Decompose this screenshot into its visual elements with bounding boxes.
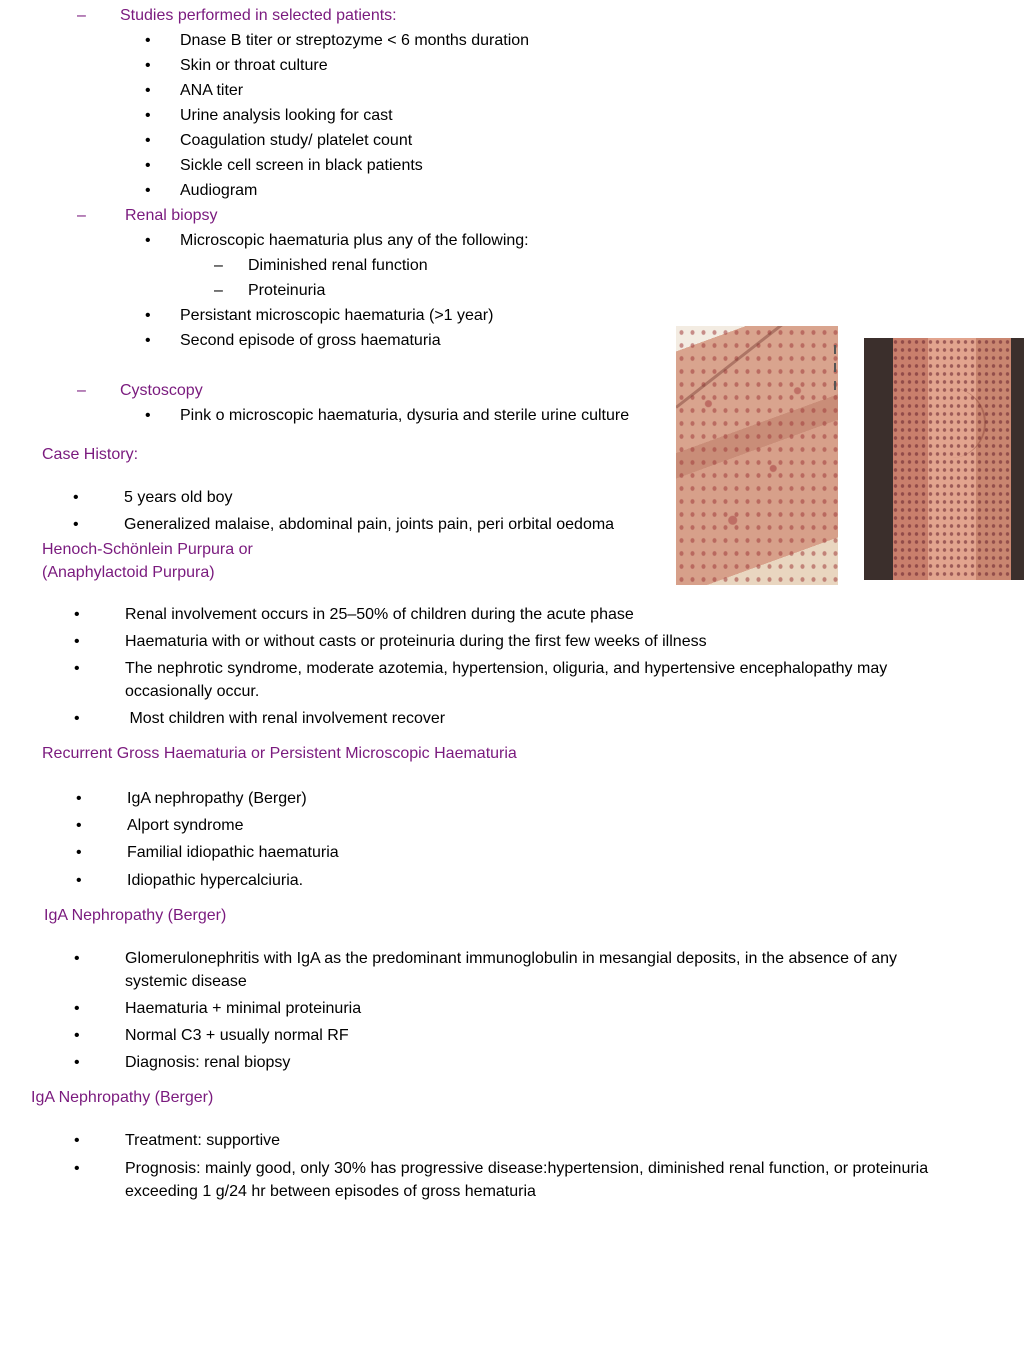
purpura-spots <box>676 326 838 585</box>
bullet-marker: • <box>145 32 151 49</box>
iga-heading: IgA Nephropathy (Berger) <box>44 907 227 924</box>
bullet-marker: • <box>145 182 151 199</box>
list-item: IgA nephropathy (Berger) <box>127 790 307 807</box>
list-item: Persistant microscopic haematuria (>1 year) <box>180 307 494 324</box>
bullet-marker: • <box>74 1132 80 1149</box>
bullet-marker: • <box>74 660 80 677</box>
bullet-marker: • <box>145 232 151 249</box>
bullet-marker: • <box>145 307 151 324</box>
list-item: Idiopathic hypercalciuria. <box>127 872 304 889</box>
bullet-marker: • <box>74 633 80 650</box>
bullet-marker: • <box>74 1054 80 1071</box>
bullet-marker: • <box>145 107 151 124</box>
list-item: Glomerulonephritis with IgA as the predominant immunoglobulin in mesangial deposits, in the absence of any systemic disease <box>125 950 897 990</box>
list-item: Renal involvement occurs in 25–50% of children during the acute phase <box>125 606 634 623</box>
bullet-marker: • <box>74 1000 80 1017</box>
list-item: Prognosis: mainly good, only 30% has progressive disease:hypertension, diminished renal function, or proteinuria exceeding 1 g/24 hr between episodes of gross hematuria <box>125 1160 929 1200</box>
list-item: Coagulation study/ platelet count <box>180 132 413 149</box>
list-item: Haematuria + minimal proteinuria <box>125 1000 362 1017</box>
bullet-marker: • <box>73 516 79 533</box>
buttock-contour <box>904 388 986 458</box>
list-item: Second episode of gross haematuria <box>180 332 441 349</box>
bullet-marker: • <box>145 82 151 99</box>
bullet-marker: • <box>73 489 79 506</box>
list-item: Familial idiopathic haematuria <box>127 844 339 861</box>
recurrent-heading: Recurrent Gross Haematuria or Persistent Microscopic Haematuria <box>42 745 517 762</box>
bullet-marker: • <box>145 132 151 149</box>
list-item: The nephrotic syndrome, moderate azotemia, hypertension, oliguria, and hypertensive encephalopathy may occasionally occur. <box>125 660 888 700</box>
list-item: Skin or throat culture <box>180 57 328 74</box>
bullet-marker: • <box>76 790 82 807</box>
list-item: Most children with renal involvement recover <box>125 710 446 727</box>
list-item: Dnase B titer or streptozyme < 6 months duration <box>180 32 530 49</box>
list-item: Pink o microscopic haematuria, dysuria and sterile urine culture <box>180 407 630 424</box>
photo-edge-marks <box>834 345 838 415</box>
hsp-heading-line1: Henoch-Schönlein Purpura or <box>42 541 253 558</box>
list-item: ANA titer <box>180 82 244 99</box>
cystoscopy-heading: Cystoscopy <box>120 382 203 399</box>
bullet-marker: • <box>74 1027 80 1044</box>
bullet-marker: • <box>145 332 151 349</box>
purpura-legs-photo <box>676 326 838 585</box>
bullet-marker: • <box>76 844 82 861</box>
bullet-marker: • <box>74 1160 80 1177</box>
dash-marker: – <box>77 382 86 399</box>
list-item: Urine analysis looking for cast <box>180 107 393 124</box>
bullet-marker: • <box>74 606 80 623</box>
list-item: Treatment: supportive <box>125 1132 281 1149</box>
dash-marker: – <box>214 282 223 299</box>
iga-heading: IgA Nephropathy (Berger) <box>31 1089 214 1106</box>
dash-marker: – <box>77 207 86 224</box>
case-history-heading: Case History: <box>42 446 139 463</box>
list-item: 5 years old boy <box>124 489 233 506</box>
bullet-marker: • <box>74 950 80 967</box>
bullet-marker: • <box>76 817 82 834</box>
list-item: Generalized malaise, abdominal pain, joints pain, peri orbital oedoma <box>124 516 615 533</box>
list-item: Alport syndrome <box>127 817 244 834</box>
list-item: Microscopic haematuria plus any of the following: <box>180 232 529 249</box>
sub-list-item: Proteinuria <box>248 282 326 299</box>
purpura-spots <box>892 338 1012 580</box>
hsp-heading-line2: (Anaphylactoid Purpura) <box>42 564 215 581</box>
studies-heading: Studies performed in selected patients: <box>120 7 397 24</box>
sub-list-item: Diminished renal function <box>248 257 428 274</box>
list-item: Audiogram <box>180 182 258 199</box>
bullet-marker: • <box>145 157 151 174</box>
list-item: Sickle cell screen in black patients <box>180 157 423 174</box>
dash-marker: – <box>77 7 86 24</box>
bullet-marker: • <box>145 407 151 424</box>
list-item: Diagnosis: renal biopsy <box>125 1054 291 1071</box>
list-item: Normal C3 + usually normal RF <box>125 1027 349 1044</box>
bullet-marker: • <box>74 710 80 727</box>
bullet-marker: • <box>76 872 82 889</box>
purpura-buttocks-photo <box>864 338 1024 580</box>
list-item: Haematuria with or without casts or proteinuria during the first few weeks of illness <box>125 633 707 650</box>
dash-marker: – <box>214 257 223 274</box>
renal-biopsy-heading: Renal biopsy <box>125 207 218 224</box>
bullet-marker: • <box>145 57 151 74</box>
